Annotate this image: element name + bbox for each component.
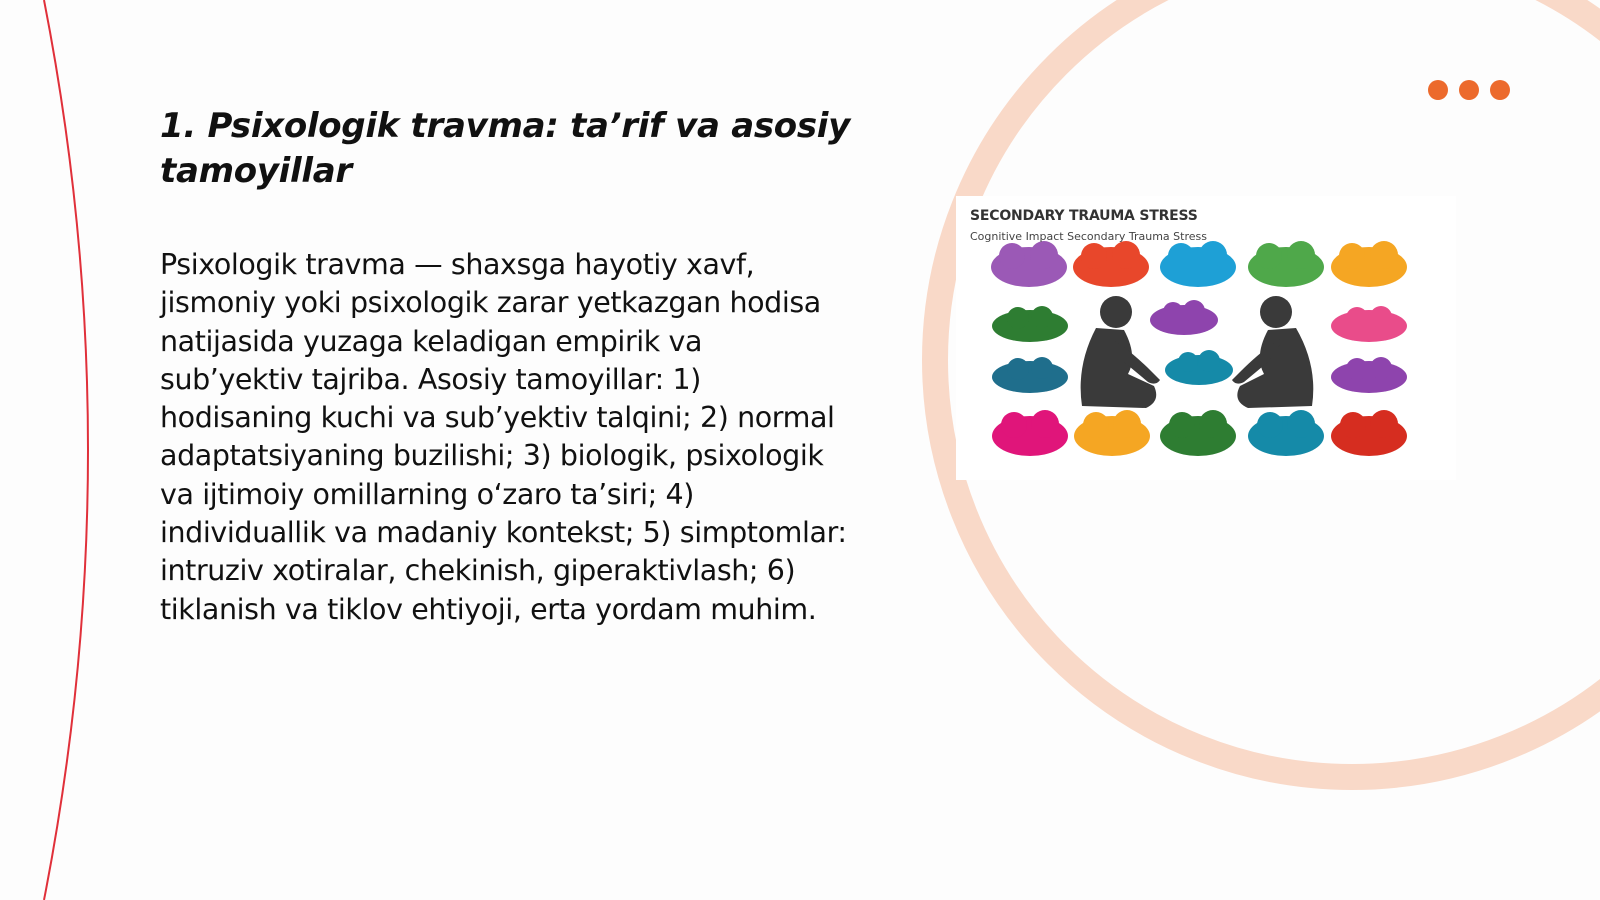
cloud-11 (1331, 357, 1407, 393)
trauma-infographic (956, 196, 1456, 480)
cloud-10 (1165, 350, 1233, 385)
figure-title: SECONDARY TRAUMA STRESS (970, 208, 1198, 224)
figure-subtitle: Cognitive Impact Secondary Trauma Stress (970, 230, 1207, 243)
cloud-9 (992, 357, 1068, 393)
cloud-16 (1331, 410, 1407, 456)
dot-2 (1459, 80, 1479, 100)
dot-3 (1490, 80, 1510, 100)
cloud-6 (992, 306, 1068, 342)
sitting-person-icon (1081, 296, 1160, 408)
cloud-13 (1074, 410, 1150, 456)
slide-title: 1. Psixologik travma: ta’rif va asosiy tamoyillar (160, 106, 850, 191)
slide-body-text: Psixologik travma — shaxsga hayotiy xavf, jismoniy yoki psixologik zarar yetkazgan hodisa natijasida yuzaga keladigan empirik va sub’yektiv tajriba. Asosiy tamoyillar: 1) hodisaning kuchi va sub’yektiv talqini; 2) normal adaptatsiyaning buzilishi; 3) biologik, psixologik va ijtimoiy omillarning o‘zaro ta’siri; 4) individuallik va madaniy kontekst; 5) simptomlar: intruziv xotiralar, chekinish, giperaktivlash; 6) tiklanish va tiklov ehtiyoji, erta yordam muhim. (160, 248, 847, 626)
cloud-14 (1160, 410, 1236, 456)
cloud-15 (1248, 410, 1324, 456)
cloud-8 (1331, 306, 1407, 342)
left-red-curve (44, 0, 88, 900)
cloud-4 (1248, 241, 1324, 287)
cloud-1 (991, 241, 1067, 287)
dot-1 (1428, 80, 1448, 100)
cloud-5 (1331, 241, 1407, 287)
cloud-12 (992, 410, 1068, 456)
sitting-person-icon (1232, 296, 1313, 408)
dot-menu-icon[interactable] (1428, 80, 1510, 100)
cloud-3 (1160, 241, 1236, 287)
cloud-7 (1150, 300, 1218, 335)
cloud-2 (1073, 241, 1149, 287)
